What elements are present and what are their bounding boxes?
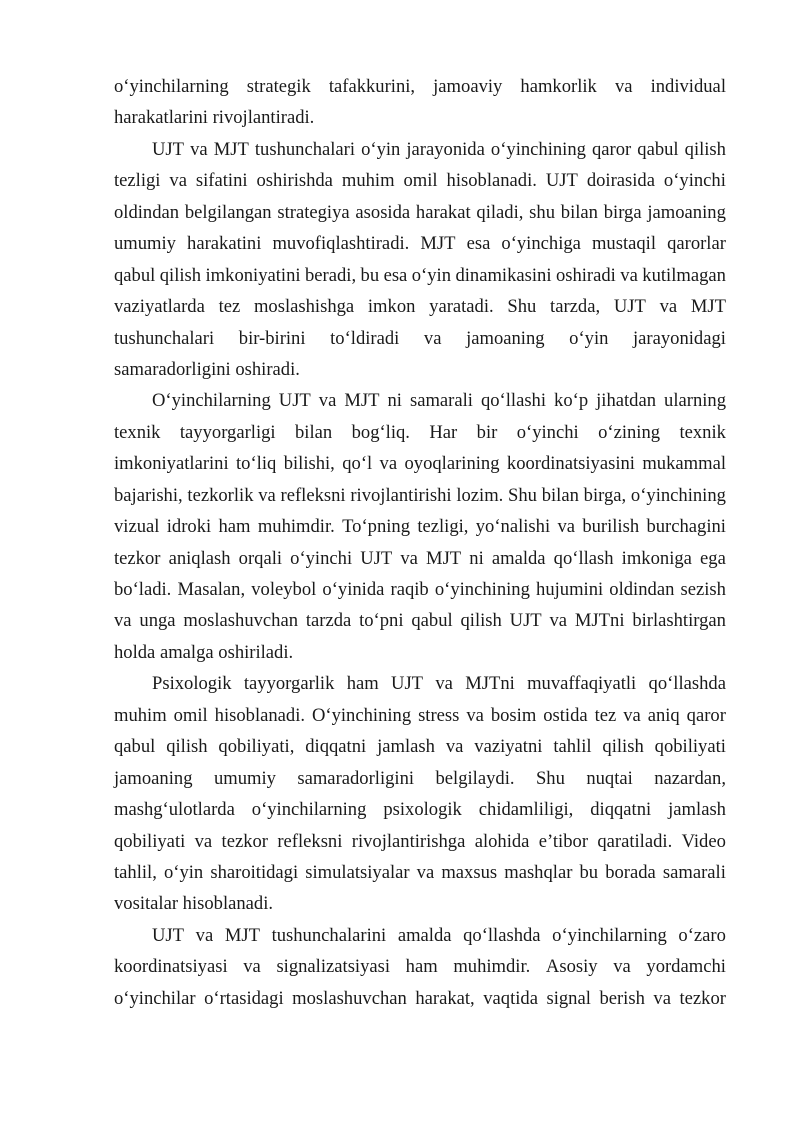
text-line — [114, 826, 726, 857]
word: tezkor — [114, 547, 161, 569]
word: imkoniyatini — [205, 264, 301, 286]
word: samarali — [662, 861, 726, 883]
word: bu — [360, 264, 380, 286]
word: omil — [403, 170, 438, 192]
word: va — [243, 956, 261, 978]
text-line — [114, 165, 726, 196]
word: muvaffaqiyatli — [527, 673, 637, 695]
word: oldindan — [114, 201, 180, 223]
word: sezish — [680, 579, 726, 600]
word: qaratiladi. — [597, 830, 673, 852]
word: moslashuvchan — [292, 987, 407, 1009]
word: amalda — [491, 547, 546, 569]
word: va — [258, 484, 276, 506]
word: o‘yin — [569, 327, 609, 349]
word: harakat, — [415, 987, 475, 1009]
word: signal — [546, 987, 591, 1009]
word: qo‘llashda — [463, 924, 541, 946]
word: vizual — [114, 516, 160, 538]
word: va — [653, 987, 671, 1009]
word: ham — [218, 516, 251, 538]
word: Shu — [535, 767, 565, 789]
word: o‘rtasidagi — [204, 987, 284, 1009]
word: ni — [469, 547, 484, 569]
word: jamoaning — [647, 201, 726, 223]
word: to‘liq — [236, 453, 277, 475]
word: e’tibor — [538, 830, 589, 852]
word: o‘yinchining — [490, 138, 586, 160]
word: bilan — [541, 484, 579, 506]
text-line — [114, 888, 726, 919]
word: tushunchalarini — [271, 924, 387, 946]
word: hisoblanadi. — [446, 170, 537, 192]
word: tezligi — [114, 170, 161, 192]
text-line — [114, 354, 726, 385]
text-line — [114, 197, 726, 228]
word: qobiliyati — [114, 830, 186, 852]
word: qiladi, — [476, 201, 524, 223]
word: Masalan, — [177, 579, 246, 600]
text-line — [114, 228, 726, 259]
text-line — [114, 260, 726, 291]
word: MJT — [213, 138, 249, 160]
word: o‘yinchining — [630, 484, 726, 506]
word: qobiliyati — [654, 736, 726, 758]
word: stress — [418, 704, 460, 726]
word: refleksni — [280, 484, 346, 506]
word: Shu — [507, 296, 537, 318]
word: oldindan — [609, 579, 675, 600]
word: o‘yinchi — [516, 421, 579, 443]
text-line — [114, 102, 726, 133]
word: muhimdir. — [453, 956, 531, 978]
word: jamoaviy — [433, 76, 503, 97]
word: jamoaning — [114, 767, 193, 789]
word: unga — [139, 610, 176, 632]
word: tahlil, — [114, 861, 157, 883]
text-line — [114, 857, 726, 888]
word: o‘yinchilarning — [552, 924, 667, 946]
text-line — [114, 480, 726, 511]
word: harakat — [415, 201, 471, 223]
text-line — [114, 637, 726, 668]
word: UJT — [391, 673, 424, 695]
word: UJT — [509, 610, 542, 632]
text-line — [114, 511, 726, 542]
word: UJT — [360, 547, 393, 569]
word: ni — [387, 390, 402, 412]
body-text — [114, 71, 726, 1014]
word: asosida — [355, 201, 411, 223]
word: qo‘llashda — [648, 673, 726, 695]
word: qilish — [166, 736, 208, 758]
word: tezkor — [679, 987, 726, 1009]
word: mustaqil — [591, 233, 657, 255]
word: yordamchi — [646, 956, 726, 978]
word: qabul — [114, 264, 156, 286]
word: muvofiqlashtiradi. — [272, 233, 410, 255]
word: omil — [173, 704, 208, 726]
text-line — [114, 951, 726, 982]
word: MJT — [426, 547, 462, 569]
word: ko‘p — [554, 390, 589, 412]
word: signalizatsiyasi — [276, 956, 391, 978]
word: oshiradi — [555, 264, 616, 286]
word: Psixologik — [152, 673, 232, 695]
text-run: vositalar hisoblanadi. — [114, 893, 274, 915]
word: ham — [346, 673, 379, 695]
word: o‘yinchilar — [114, 987, 196, 1009]
text-line — [114, 417, 726, 448]
word: qo‘llashi — [480, 390, 547, 412]
word: qilish — [159, 264, 202, 286]
word: umumiy — [213, 767, 276, 789]
word: rivojlantirishga — [351, 830, 466, 852]
word: bo‘ladi. — [114, 579, 172, 600]
word: esa — [383, 264, 408, 286]
word: diqqatni — [305, 736, 367, 758]
text-line — [114, 668, 726, 699]
word: jarayonidagi — [633, 327, 726, 349]
word: tez — [594, 704, 617, 726]
text-run: samaradorligini oshiradi. — [114, 358, 300, 380]
word: kutilmagan — [642, 264, 726, 286]
word: bajarishi, — [114, 484, 183, 506]
word: ostida — [543, 704, 588, 726]
word: moslashuvchan — [183, 610, 299, 632]
word: MJTni — [574, 610, 625, 632]
word: bir — [476, 421, 498, 443]
word: alohida — [474, 830, 530, 852]
word: o‘yinchiga — [501, 233, 581, 255]
text-line — [114, 574, 726, 605]
word: berish — [599, 987, 645, 1009]
word: o‘yinida — [322, 579, 385, 600]
word: yo‘nalishi — [475, 516, 551, 538]
word: jamlash — [377, 736, 435, 758]
word: imkoniyatlarini — [114, 453, 229, 475]
word: MJTni — [465, 673, 515, 695]
word: va — [318, 390, 337, 412]
word: diqqatni — [590, 799, 652, 821]
text-line — [114, 448, 726, 479]
word: MJT — [690, 296, 726, 318]
word: belgilaydi. — [435, 767, 515, 789]
word: shu — [529, 201, 556, 223]
word: qo‘l — [342, 453, 373, 475]
word: beradi, — [304, 264, 357, 286]
word: UJT — [545, 170, 578, 192]
word: va — [445, 736, 464, 758]
word: va — [195, 924, 214, 946]
word: qaror — [592, 138, 632, 160]
word: va — [659, 296, 678, 318]
word: To‘pning — [342, 516, 410, 538]
word: bilishi, — [283, 453, 335, 475]
word: qabul — [114, 736, 156, 758]
word: qilish — [684, 138, 726, 160]
word: o‘yin — [361, 138, 401, 160]
word: samaradorligini — [297, 767, 415, 789]
word: hujumini — [536, 579, 604, 600]
word: sharoitidagi — [210, 861, 299, 883]
word: jihatdan — [596, 390, 657, 412]
word: muhim — [341, 170, 395, 192]
word: va — [435, 673, 453, 695]
word: bu — [579, 861, 599, 883]
word: tez — [218, 296, 241, 318]
word: amalda — [397, 924, 452, 946]
word: va — [623, 704, 641, 726]
word: strategiya — [277, 201, 350, 223]
word: va — [423, 327, 442, 349]
word: o‘yinchining — [434, 579, 530, 600]
word: jarayonida — [406, 138, 485, 160]
word: orqali — [238, 547, 283, 569]
word: refleksni — [277, 830, 343, 852]
word: o‘zining — [598, 421, 661, 443]
word: maxsus — [441, 861, 498, 883]
word: tayyorgarlik — [243, 673, 335, 695]
text-line — [114, 700, 726, 731]
text-run: holda amalga oshiriladi. — [114, 641, 294, 663]
word: psixologik — [383, 799, 462, 821]
word: mukammal — [642, 453, 726, 475]
word: burchagini — [646, 516, 726, 538]
word: rivojlantirishi — [350, 484, 452, 506]
word: mashqlar — [504, 861, 573, 883]
word: strategik — [246, 76, 311, 97]
word: esa — [466, 233, 491, 255]
word: borada — [605, 861, 656, 883]
word: tushunchalari — [114, 327, 215, 349]
word: bir-birini — [238, 327, 306, 349]
word: MJT — [420, 233, 456, 255]
text-line — [114, 543, 726, 574]
word: qarorlar — [667, 233, 726, 255]
word: umumiy — [114, 233, 176, 255]
word: va — [613, 956, 631, 978]
word: o‘yinchilarning — [251, 799, 367, 821]
word: va — [400, 547, 418, 569]
word: tayyorgarligi — [179, 421, 276, 443]
word: belgilangan — [184, 201, 272, 223]
text-line — [114, 731, 726, 762]
word: Shu — [508, 484, 537, 506]
word: UJT — [152, 924, 185, 946]
word: o‘yinchilarning — [114, 76, 229, 97]
word: va — [620, 264, 638, 286]
word: o‘zaro — [678, 924, 726, 946]
word: ham — [405, 956, 438, 978]
word: MJT — [224, 924, 260, 946]
word: koordinatsiyasi — [114, 956, 228, 978]
word: nazardan, — [654, 767, 726, 789]
word: tafakkurini, — [328, 76, 416, 97]
text-line — [114, 763, 726, 794]
word: tarzda — [305, 610, 352, 632]
word: chidamliligi, — [478, 799, 574, 821]
word: va — [379, 453, 398, 475]
word: aniq — [647, 704, 680, 726]
word: O‘yinchining — [311, 704, 412, 726]
word: vaziyatni — [474, 736, 543, 758]
word: va — [194, 830, 213, 852]
word: UJT — [613, 296, 646, 318]
word: samarali — [409, 390, 473, 412]
text-line — [114, 134, 726, 165]
word: ularning — [664, 390, 726, 412]
word: oshirishda — [256, 170, 333, 192]
word: tushunchalari — [254, 138, 356, 160]
word: raqib — [390, 579, 429, 600]
word: sifatini — [195, 170, 248, 192]
word: jamlash — [668, 799, 726, 821]
word: to‘ldiradi — [330, 327, 400, 349]
word: muhimdir. — [257, 516, 335, 538]
text-line — [114, 323, 726, 354]
word: nuqtai — [586, 767, 633, 789]
text-line — [114, 605, 726, 636]
word: aniqlash — [168, 547, 231, 569]
word: va — [466, 704, 484, 726]
word: o‘yinchi — [663, 170, 726, 192]
word: UJT — [152, 138, 185, 160]
word: vaziyatlarda — [114, 296, 205, 318]
word: o‘yinchi — [290, 547, 353, 569]
word: va — [614, 76, 633, 97]
word: oyoqlarining — [404, 453, 500, 475]
word: mashg‘ulotlarda — [114, 799, 235, 821]
word: qilish — [460, 610, 502, 632]
word: Video — [681, 830, 726, 852]
word: hamkorlik — [520, 76, 597, 97]
word: va — [549, 610, 568, 632]
word: lozim. — [456, 484, 504, 506]
word: O‘yinchilarning — [152, 390, 271, 412]
word: va — [416, 861, 435, 883]
text-run: harakatlarini rivojlantiradi. — [114, 107, 315, 129]
word: jamoaning — [466, 327, 545, 349]
word: o‘yin — [411, 264, 451, 286]
word: qabul — [411, 610, 453, 632]
word: qaror — [686, 704, 726, 726]
word: texnik — [114, 421, 161, 443]
word: o‘yin — [163, 861, 204, 883]
word: hisoblanadi. — [214, 704, 306, 726]
word: bosim — [490, 704, 537, 726]
text-line — [114, 920, 726, 951]
word: birlashtirgan — [632, 610, 726, 632]
word: individual — [650, 76, 726, 97]
word: bilan — [295, 421, 333, 443]
word: va — [557, 516, 575, 538]
text-line — [114, 291, 726, 322]
word: dinamikasini — [455, 264, 552, 286]
text-line — [114, 794, 726, 825]
word: to‘pni — [359, 610, 404, 632]
word: idroki — [166, 516, 212, 538]
word: va — [169, 170, 187, 192]
word: tarzda, — [550, 296, 601, 318]
word: qobiliyati, — [218, 736, 295, 758]
word: Asosiy — [545, 956, 598, 978]
word: bog‘liq. — [351, 421, 410, 443]
word: moslashishga — [253, 296, 355, 318]
text-line — [114, 983, 726, 1014]
word: qo‘llash — [553, 547, 614, 569]
text-line — [114, 71, 726, 102]
word: tezkor — [221, 830, 268, 852]
word: voleybol — [251, 579, 317, 600]
word: birga — [603, 201, 642, 223]
word: imkoniga — [621, 547, 692, 569]
word: muhim — [114, 704, 167, 726]
word: tezligi, — [417, 516, 469, 538]
word: harakatini — [187, 233, 262, 255]
word: MJT — [344, 390, 380, 412]
word: yaratadi. — [429, 296, 494, 318]
word: koordinatsiyasini — [506, 453, 635, 475]
word: doirasida — [586, 170, 655, 192]
word: burilish — [582, 516, 640, 538]
word: tahlil — [553, 736, 592, 758]
word: imkon — [367, 296, 416, 318]
word: bilan — [560, 201, 598, 223]
word: va — [114, 610, 132, 632]
word: ega — [700, 547, 726, 569]
word: UJT — [278, 390, 311, 412]
word: Har — [429, 421, 458, 443]
word: tezkorlik — [187, 484, 254, 506]
word: birga, — [583, 484, 627, 506]
word: qabul — [637, 138, 679, 160]
word: vaqtida — [483, 987, 538, 1009]
word: simulatsiyalar — [305, 861, 410, 883]
word: texnik — [679, 421, 726, 443]
text-line — [114, 385, 726, 416]
word: qilish — [602, 736, 644, 758]
word: va — [190, 138, 208, 160]
